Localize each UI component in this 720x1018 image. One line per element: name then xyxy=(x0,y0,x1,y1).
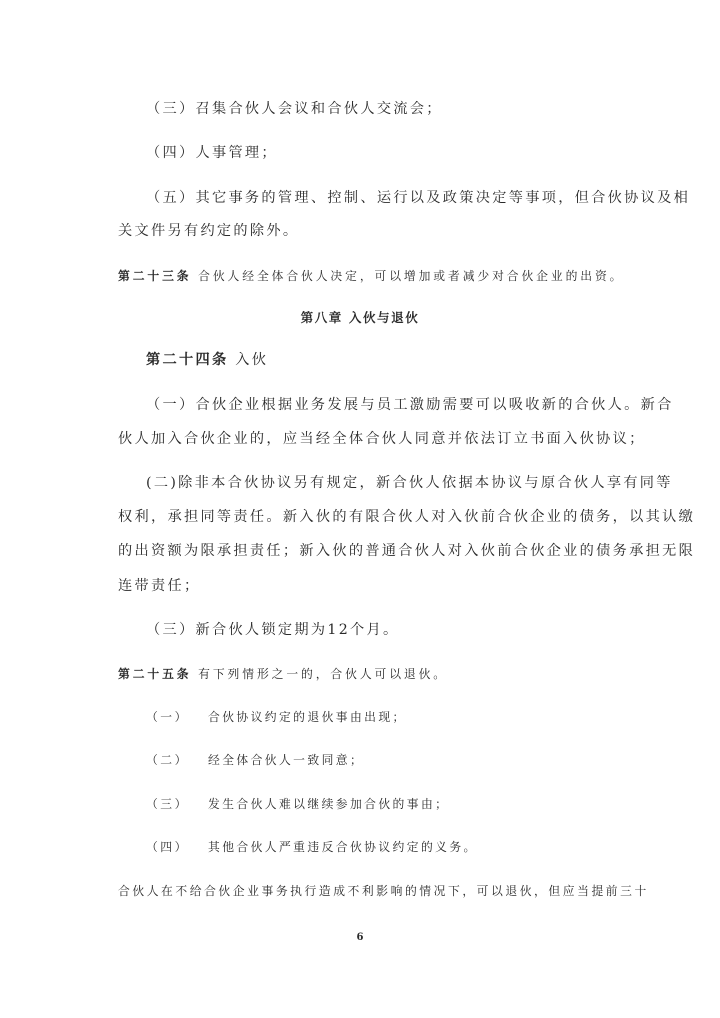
article-25 xyxy=(118,660,608,688)
article-24-p2-line-2: 权利，承担同等责任。新入伙的有限合伙人对入伙前合伙企业的债务，以其认缴 xyxy=(118,509,696,525)
article-25-item-2-text: 经全体合伙人一致同意； xyxy=(208,753,365,767)
paragraph-item-4: （四）人事管理； xyxy=(146,145,278,161)
article-25-item-4-number: （四） xyxy=(146,840,189,854)
article-25-item-2-number: （二） xyxy=(146,753,189,767)
article-25-label: 第二十五条 xyxy=(118,667,192,681)
article-25-item-1-text: 合伙协议约定的退伙事由出现； xyxy=(208,710,407,724)
article-24-p2-line-4: 连带责任； xyxy=(118,578,201,594)
article-24-title: 入伙 xyxy=(235,352,269,368)
article-25-text: 有下列情形之一的，合伙人可以退伙。 xyxy=(198,667,449,681)
article-23-text: 合伙人经全体合伙人决定，可以增加或者减少对合伙企业的出资。 xyxy=(198,269,625,283)
article-24-p2-line-1: (二)除非本合伙协议另有规定，新合伙人依据本协议与原合伙人享有同等 xyxy=(146,475,673,491)
article-24-p3: （三）新合伙人锁定期为12个月。 xyxy=(146,622,400,638)
article-24-p1-line-1: （一）合伙企业根据业务发展与员工激励需要可以吸收新的合伙人。新合 xyxy=(146,397,674,413)
paragraph-item-5-line-2: 关文件另有约定的除外。 xyxy=(118,223,300,239)
article-23 xyxy=(118,262,625,290)
article-25-item-3-text: 发生合伙人难以继续参加合伙的事由； xyxy=(208,797,450,811)
article-25-item-4-text: 其他合伙人严重违反合伙协议约定的义务。 xyxy=(208,840,478,854)
paragraph-item-5-line-1: （五）其它事务的管理、控制、运行以及政策决定等事项，但合伙协议及相 xyxy=(146,190,691,206)
chapter-heading: 第八章 入伙与退伙 xyxy=(300,310,420,325)
article-24-p1-line-2: 伙人加入合伙企业的，应当经全体合伙人同意并依法订立书面入伙协议； xyxy=(118,431,646,447)
article-24-label: 第二十四条 xyxy=(146,352,229,368)
article-23-label: 第二十三条 xyxy=(118,269,192,283)
article-25-closing: 合伙人在不给合伙企业事务执行造成不利影响的情况下，可以退伙，但应当提前三十 xyxy=(118,884,649,898)
article-24-heading xyxy=(146,346,636,374)
page-number: 6 xyxy=(356,932,364,943)
paragraph-item-3: （三）召集合伙人会议和合伙人交流会； xyxy=(146,101,443,117)
article-25-item-3-number: （三） xyxy=(146,797,189,811)
article-25-item-1-number: （一） xyxy=(146,710,189,724)
article-24-p2-line-3: 的出资额为限承担责任；新入伙的普通合伙人对入伙前合伙企业的债务承担无限 xyxy=(118,543,696,559)
